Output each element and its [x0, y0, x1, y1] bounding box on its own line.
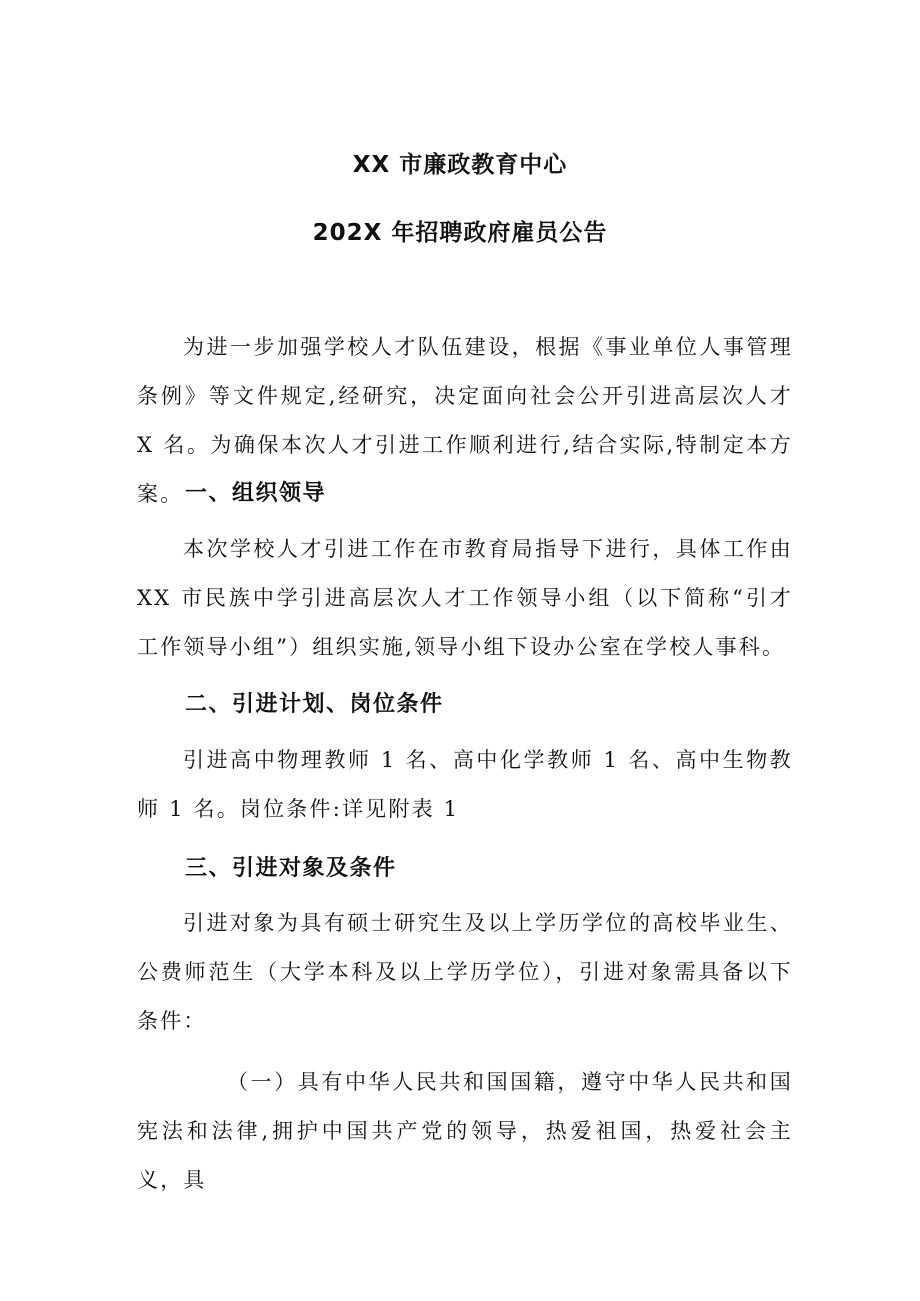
section-heading-eligibility: 三、引进对象及条件 [185, 856, 397, 881]
section-plan-text: 引进高中物理教师 1 名、高中化学教师 1 名、高中生物教师 1 名。岗位条件:详见附表 1 [137, 748, 793, 821]
intro-paragraph: 为进一步加强学校人才队伍建设，根据《事业单位人事管理条例》等文件规定,经研究，决定面向社会公开引进高层次人才 X 名。为确保本次人才引进工作顺利进行,结合实际,特制定本方案。 [137, 335, 793, 506]
document-title-line2: 202X 年招聘政府雇员公告 [312, 220, 608, 246]
section-eligibility-text: 引进对象为具有硕士研究生及以上学历学位的高校毕业生、公费师范生（大学本科及以上学历学位），引进对象需具备以下条件： [137, 911, 793, 1033]
section-heading-plan: 二、引进计划、岗位条件 [185, 692, 444, 717]
document-title-line1: XX 市廉政教育中心 [352, 152, 568, 178]
section-heading-organization: 一、组织领导 [185, 481, 327, 506]
eligibility-item-1: （一）具有中华人民共和国国籍，遵守中华人民共和国宪法和法律,拥护中国共产党的领导，热爱祖国，热爱社会主义，具 [137, 1070, 793, 1192]
section-organization-text: 本次学校人才引进工作在市教育局指导下进行，具体工作由 XX 市民族中学引进高层次人才工作领导小组（以下简称“引才工作领导小组”）组织实施,领导小组下设办公室在学校人事科。 [137, 537, 793, 659]
